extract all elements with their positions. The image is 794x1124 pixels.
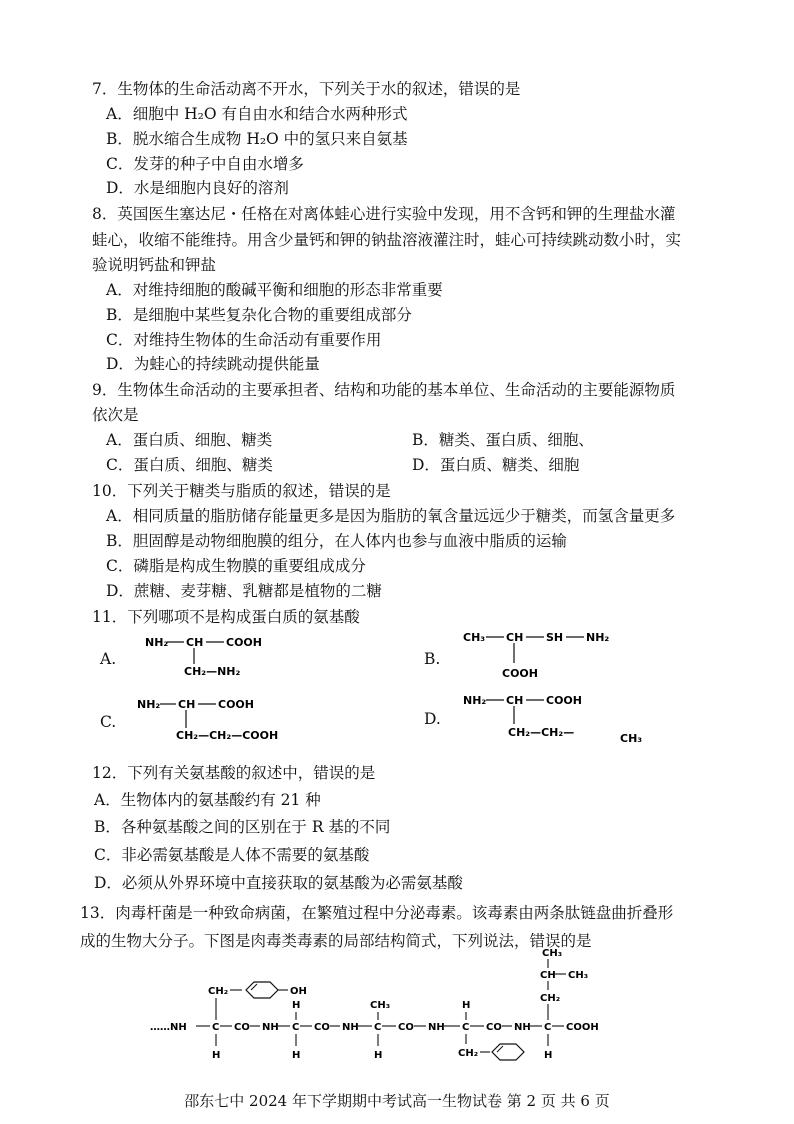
q11-stem: 11．下列哪项不是构成蛋白质的氨基酸 <box>92 608 360 626</box>
q12-option-b: B．各种氨基酸之间的区别在于 R 基的不同 <box>94 818 391 836</box>
r5-ch-label: CH <box>540 970 556 981</box>
q9-option-b: B．糖类、蛋白质、细胞、 <box>412 431 594 449</box>
q9-option-a: A．蛋白质、细胞、糖类 <box>106 431 273 449</box>
q7-option-b: B．脱水缩合生成物 H₂O 中的氢只来自氨基 <box>106 130 408 148</box>
chain-nh1-label: NH <box>262 1022 279 1033</box>
q11-option-c-letter: C. <box>100 713 117 731</box>
q8-stem-line3: 验说明钙盐和钾盐 <box>92 256 217 274</box>
d-side-chain-label: CH₂—CH₂— <box>508 726 575 739</box>
b-nh2-label: NH₂ <box>586 631 610 644</box>
chain-co2-label: CO <box>314 1022 330 1033</box>
r5-ch2-label: CH₂ <box>540 993 561 1004</box>
r5-ch3-top-label: CH₃ <box>542 948 563 959</box>
chain-c5-label: C <box>544 1022 552 1033</box>
b-sh-label: SH <box>546 631 564 644</box>
q13-stem-line2: 成的生物大分子。下图是肉毒类毒素的局部结构简式，下列说法，错误的是 <box>80 932 592 950</box>
r5-h-label: H <box>544 1050 553 1061</box>
q10-option-b: B．胆固醇是动物细胞膜的组分，在人体内也参与血液中脂质的运输 <box>106 532 567 550</box>
q8-option-c: C．对维持生物体的生命活动有重要作用 <box>106 331 382 349</box>
q10-option-c: C．磷脂是构成生物膜的重要组成成分 <box>106 557 366 575</box>
r1-oh-label: OH <box>290 986 307 997</box>
q8-option-d: D．为蛙心的持续跳动提供能量 <box>106 355 320 373</box>
d-nh2-label: NH₂ <box>463 694 487 707</box>
q11-structure-a <box>140 632 280 680</box>
q12-option-d: D．必须从外界环境中直接获取的氨基酸为必需氨基酸 <box>94 874 463 892</box>
q7-option-c: C．发芽的种子中自由水增多 <box>106 155 304 173</box>
c-ch-label: CH <box>178 698 196 711</box>
r3-ch3-label: CH₃ <box>370 1000 391 1011</box>
q10-option-d: D．蔗糖、麦芽糖、乳糖都是植物的二糖 <box>106 582 382 600</box>
a-ch-label: CH <box>186 636 204 649</box>
r2-h-bottom-label: H <box>292 1050 301 1061</box>
chain-co3-label: CO <box>398 1022 414 1033</box>
q7-option-d: D．水是细胞内良好的溶剂 <box>106 179 289 197</box>
q13-peptide-structure <box>150 946 620 1066</box>
q13-stem-line1: 13．肉毒杆菌是一种致命病菌，在繁殖过程中分泌毒素。该毒素由两条肽链盘曲折叠形 <box>80 904 674 922</box>
q11-option-b-letter: B. <box>424 650 441 668</box>
q12-option-a: A．生物体内的氨基酸约有 21 种 <box>94 791 321 809</box>
q8-stem-line2: 蛙心，收缩不能维持。用含少量钙和钾的钠盐溶液灌注时，蛙心可持续跳动数小时，实 <box>92 231 682 249</box>
r1-benzene-ring <box>246 982 278 998</box>
q10-option-a: A．相同质量的脂肪储存能量更多是因为脂肪的氧含量远远少于糖类，而氢含量更多 <box>106 507 676 525</box>
r4-ch2-label: CH₂ <box>458 1048 479 1059</box>
q11-option-d-letter: D. <box>424 710 441 728</box>
q9-option-c: C．蛋白质、细胞、糖类 <box>106 456 273 474</box>
q10-stem: 10．下列关于糖类与脂质的叙述，错误的是 <box>92 482 391 500</box>
r5-ch3-side-label: CH₃ <box>568 970 589 981</box>
q11-structure-b <box>458 627 638 683</box>
chain-cooh-label: COOH <box>566 1022 599 1033</box>
q8-option-a: A．对维持细胞的酸碱平衡和细胞的形态非常重要 <box>106 281 443 299</box>
a-nh2-label: NH₂ <box>145 636 169 649</box>
b-ch-label: CH <box>506 631 524 644</box>
r2-h-top-label: H <box>292 1000 301 1011</box>
c-nh2-label: NH₂ <box>137 698 161 711</box>
q12-stem: 12．下列有关氨基酸的叙述中，错误的是 <box>92 764 376 782</box>
q11-structure-c <box>132 694 322 744</box>
chain-co1-label: CO <box>234 1022 250 1033</box>
r4-benzene-ring <box>492 1044 524 1060</box>
q7-stem: 7．生物体的生命活动离不开水，下列关于水的叙述，错误的是 <box>92 80 521 98</box>
q12-option-c: C．非必需氨基酸是人体不需要的氨基酸 <box>94 846 370 864</box>
a-cooh-label: COOH <box>226 636 262 649</box>
d-ch3-label: CH₃ <box>620 732 643 745</box>
c-cooh-label: COOH <box>218 698 254 711</box>
page-footer: 邵东七中 2024 年下学期期中考试高一生物试卷 第 2 页 共 6 页 <box>184 1092 610 1110</box>
q11-structure-d <box>458 690 648 746</box>
q9-option-d: D．蛋白质、糖类、细胞 <box>412 456 580 474</box>
chain-start-label: ……NH <box>150 1022 187 1033</box>
b-cooh-label: COOH <box>502 667 538 680</box>
d-cooh-label: COOH <box>546 694 582 707</box>
chain-nh4-label: NH <box>514 1022 531 1033</box>
q8-option-b: B．是细胞中某些复杂化合物的重要组成部分 <box>106 306 412 324</box>
q8-stem-line1: 8．英国医生塞达尼・任格在对离体蛙心进行实验中发现，用不含钙和钾的生理盐水灌 <box>92 205 676 223</box>
q9-stem-line2: 依次是 <box>92 406 139 424</box>
chain-co4-label: CO <box>486 1022 502 1033</box>
q9-stem-line1: 9．生物体生命活动的主要承担者、结构和功能的基本单位、生命活动的主要能源物质 <box>92 381 676 399</box>
b-ch3-label: CH₃ <box>463 631 486 644</box>
a-side-chain-label: CH₂—NH₂ <box>184 665 241 678</box>
r1-ch2-label: CH₂ <box>208 986 229 997</box>
chain-c1-label: C <box>212 1022 220 1033</box>
r1-h-label: H <box>212 1050 221 1061</box>
chain-nh3-label: NH <box>428 1022 445 1033</box>
r4-h-label: H <box>462 1000 471 1011</box>
q7-option-a: A．细胞中 H₂O 有自由水和结合水两种形式 <box>106 105 408 123</box>
chain-c4-label: C <box>462 1022 470 1033</box>
d-ch-label: CH <box>506 694 524 707</box>
chain-c2-label: C <box>292 1022 300 1033</box>
chain-nh2-label: NH <box>342 1022 359 1033</box>
r3-h-label: H <box>374 1050 383 1061</box>
chain-c3-label: C <box>374 1022 382 1033</box>
q11-option-a-letter: A. <box>100 650 117 668</box>
c-side-chain-label: CH₂—CH₂—COOH <box>176 729 279 742</box>
